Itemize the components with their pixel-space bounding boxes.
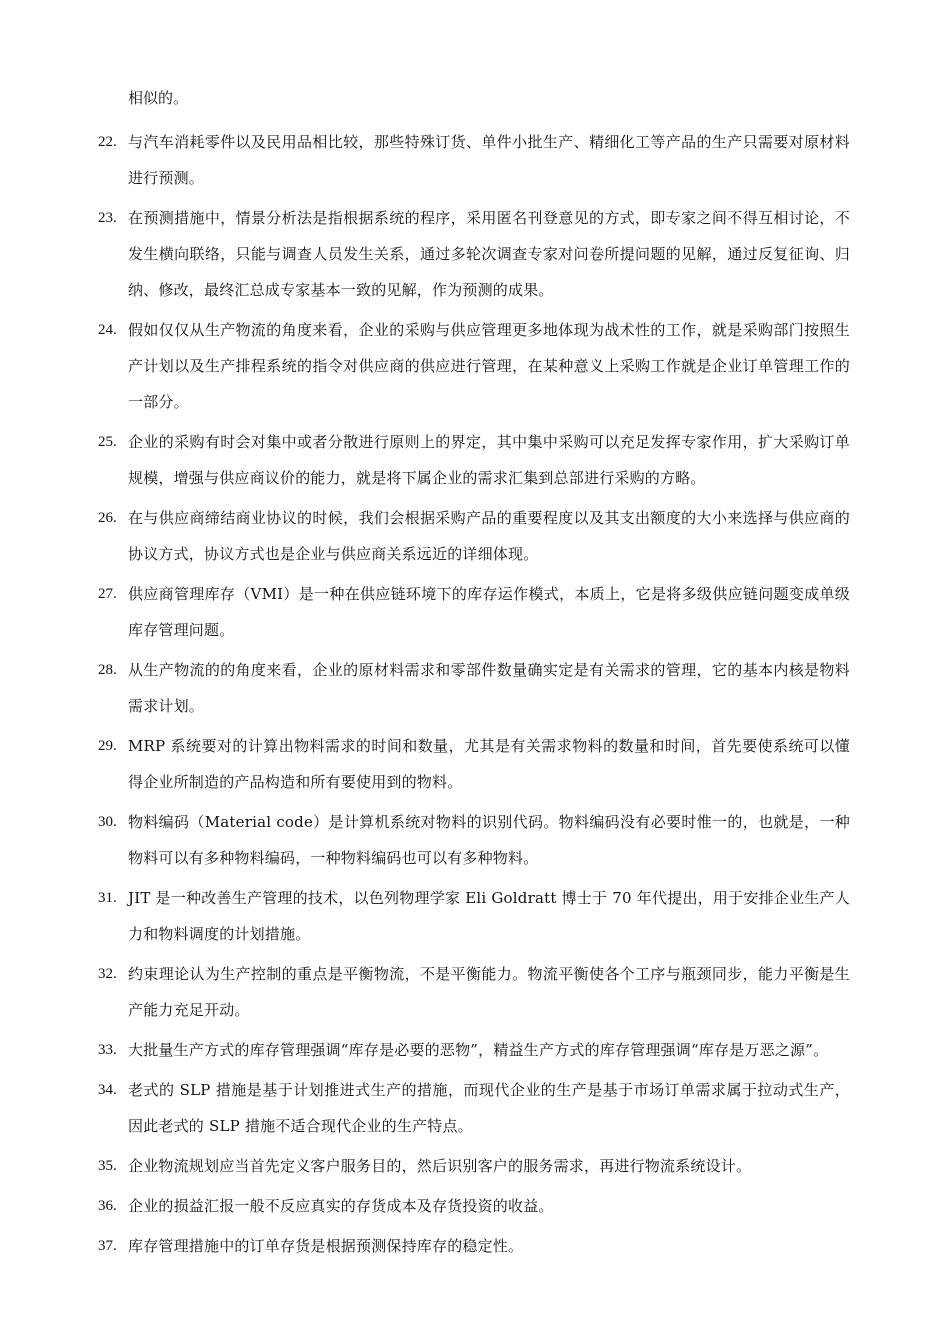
numbered-list [98, 124, 850, 1268]
item-number: 31. [98, 890, 117, 906]
item-number: 33. [98, 1042, 117, 1058]
list-item [98, 1228, 850, 1264]
item-number: 24. [98, 322, 117, 338]
item-number: 35. [98, 1158, 117, 1174]
item-number: 26. [98, 510, 117, 526]
item-text: 在预测措施中，情景分析法是指根据系统的程序，采用匿名刊登意见的方式，即专家之间不得互相讨论，不发生横向联络，只能与调查人员发生关系，通过多轮次调查专家对问卷所提问题的见解，通过反复征询、归纳、修改，最终汇总成专家基本一致的见解，作为预测的成果。 [128, 209, 850, 299]
list-item [98, 200, 850, 308]
item-text: JIT 是一种改善生产管理的技术，以色列物理学家 Eli Goldratt 博士于 70 年代提出，用于安排企业生产人力和物料调度的计划措施。 [128, 889, 850, 943]
item-text: 企业物流规划应当首先定义客户服务目的，然后识别客户的服务需求，再进行物流系统设计。 [128, 1157, 752, 1175]
item-text: MRP 系统要对的计算出物料需求的时间和数量，尤其是有关需求物料的数量和时间，首先要使系统可以懂得企业所制造的产品构造和所有要使用到的物料。 [128, 737, 850, 791]
item-text: 从生产物流的的角度来看，企业的原材料需求和零部件数量确实定是有关需求的管理，它的基本内核是物料需求计划。 [128, 661, 850, 715]
item-text: 大批量生产方式的库存管理强调“库存是必要的恶物”，精益生产方式的库存管理强调“库存是万恶之源”。 [128, 1041, 829, 1059]
item-text: 老式的 SLP 措施是基于计划推进式生产的措施，而现代企业的生产是基于市场订单需求属于拉动式生产，因此老式的 SLP 措施不适合现代企业的生产特点。 [128, 1081, 850, 1135]
item-text: 与汽车消耗零件以及民用品相比较，那些特殊订货、单件小批生产、精细化工等产品的生产只需要对原材料进行预测。 [128, 133, 850, 187]
item-number: 23. [98, 210, 117, 226]
list-item [98, 424, 850, 496]
item-text: 企业的采购有时会对集中或者分散进行原则上的界定，其中集中采购可以充足发挥专家作用，扩大采购订单规模，增强与供应商议价的能力，就是将下属企业的需求汇集到总部进行采购的方略。 [128, 433, 850, 487]
item-text: 企业的损益汇报一般不反应真实的存货成本及存货投资的收益。 [128, 1197, 554, 1215]
item-number: 28. [98, 662, 117, 678]
item-text: 假如仅仅从生产物流的角度来看，企业的采购与供应管理更多地体现为战术性的工作，就是采购部门按照生产计划以及生产排程系统的指令对供应商的供应进行管理，在某种意义上采购工作就是企业订单管理工作的一部分。 [128, 321, 850, 411]
item-number: 25. [98, 434, 117, 450]
list-item [98, 500, 850, 572]
item-number: 37. [98, 1238, 117, 1254]
list-item [98, 1032, 850, 1068]
list-item [98, 124, 850, 196]
item-text: 供应商管理库存（VMI）是一种在供应链环境下的库存运作模式，本质上，它是将多级供应链问题变成单级库存管理问题。 [128, 585, 850, 639]
list-item [98, 1188, 850, 1224]
list-item [98, 1148, 850, 1184]
item-number: 34. [98, 1082, 117, 1098]
list-item [98, 652, 850, 724]
item-number: 32. [98, 966, 117, 982]
list-item [98, 1072, 850, 1144]
list-item [98, 804, 850, 876]
list-item [98, 956, 850, 1028]
item-number: 22. [98, 134, 117, 150]
item-text: 在与供应商缔结商业协议的时候，我们会根据采购产品的重要程度以及其支出额度的大小来选择与供应商的协议方式，协议方式也是企业与供应商关系远近的详细体现。 [128, 509, 850, 563]
continued-text: 相似的。 [128, 89, 189, 107]
item-text: 库存管理措施中的订单存货是根据预测保持库存的稳定性。 [128, 1237, 524, 1255]
item-number: 27. [98, 586, 117, 602]
list-item [98, 728, 850, 800]
item-text: 约束理论认为生产控制的重点是平衡物流，不是平衡能力。物流平衡使各个工序与瓶颈同步，能力平衡是生产能力充足开动。 [128, 965, 850, 1019]
list-item [98, 880, 850, 952]
list-item [98, 312, 850, 420]
item-text: 物料编码（Material code）是计算机系统对物料的识别代码。物料编码没有必要时惟一的，也就是，一种物料可以有多种物料编码，一种物料编码也可以有多种物料。 [128, 813, 850, 867]
list-item [98, 576, 850, 648]
item-number: 36. [98, 1198, 117, 1214]
item-number: 30. [98, 814, 117, 830]
item-number: 29. [98, 738, 117, 754]
